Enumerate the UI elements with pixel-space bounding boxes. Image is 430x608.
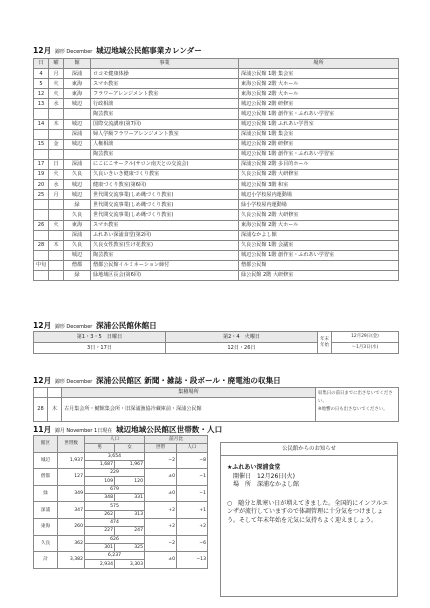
- calendar-cell-hall: 緑: [64, 200, 91, 210]
- pop-cell-female: 325: [115, 543, 145, 551]
- calendar-row: [34, 89, 399, 99]
- notice-event-place: 場 所 深浦なかよし館: [233, 481, 300, 488]
- pop-cell-male: 348: [85, 494, 115, 502]
- calendar-row: [34, 99, 399, 109]
- pop-cell-area: 東海: [34, 518, 58, 535]
- calendar-cell-place: 城辺公民館 1階 創作室・ふれあい学習室: [239, 109, 399, 119]
- calendar-cell-day: [34, 129, 49, 139]
- population-row: [34, 485, 208, 493]
- pop-cell-prev-households: ±0: [145, 552, 177, 569]
- pop-cell-male: 262: [85, 510, 115, 518]
- calendar-cell-weekday: [49, 230, 64, 240]
- calendar-row: [34, 79, 399, 89]
- col-weekday: 曜: [49, 59, 64, 69]
- pop-cell-area: 久良: [34, 535, 58, 552]
- calendar-cell-weekday: 火: [49, 170, 64, 180]
- calendar-cell-hall: 久良: [64, 210, 91, 220]
- calendar-cell-event: 緑地域区長会(第6回): [91, 270, 239, 280]
- calendar-cell-hall: 久良: [64, 170, 91, 180]
- calendar-cell-day: 13: [34, 99, 49, 109]
- calendar-cell-day: 28: [34, 240, 49, 250]
- pop-cell-female: 313: [115, 510, 145, 518]
- closed-side-label: 年末年始: [318, 332, 332, 354]
- population-row: [34, 502, 208, 510]
- pop-col-households: 世帯数: [58, 436, 85, 453]
- pop-col-male: 男: [85, 444, 115, 452]
- pop-cell-prev-people: +1: [177, 502, 208, 519]
- trash-header: 集積場所: [62, 388, 316, 398]
- calendar-row: [34, 200, 399, 210]
- pop-cell-total: 626: [85, 535, 145, 543]
- closed-header-2: 第2・4 火曜日: [166, 332, 318, 343]
- col-event: 事業: [91, 59, 239, 69]
- pop-cell-total: 575: [85, 502, 145, 510]
- pop-col-prev-people: 人口: [177, 444, 208, 452]
- pop-cell-households: 127: [58, 469, 85, 486]
- calendar-cell-hall: 城辺: [64, 180, 91, 190]
- pop-cell-prev-people: −8: [177, 452, 208, 469]
- calendar-row: [34, 69, 399, 79]
- pop-cell-area: 深浦: [34, 502, 58, 519]
- calendar-cell-place: 深浦公民館 1階 集会室: [239, 69, 399, 79]
- pop-cell-prev-households: +2: [145, 502, 177, 519]
- calendar-cell-day: 中旬: [34, 260, 49, 270]
- calendar-cell-weekday: [49, 210, 64, 220]
- calendar-cell-weekday: 水: [49, 99, 64, 109]
- calendar-cell-day: [34, 270, 49, 280]
- calendar-cell-weekday: [49, 129, 64, 139]
- calendar-cell-event: 世代間交流事業(しめ縄づくり教室): [91, 210, 239, 220]
- calendar-cell-weekday: [49, 149, 64, 159]
- closed-title: 12月 錦形 December 深浦公民館休館日: [33, 321, 157, 330]
- pop-cell-area: 計: [34, 552, 58, 569]
- calendar-cell-event: にこにこサークル(サロン南天との交流会): [91, 159, 239, 169]
- calendar-cell-event: 陶芸教室: [91, 250, 239, 260]
- calendar-cell-day: 20: [34, 180, 49, 190]
- notice-body: [221, 456, 397, 525]
- calendar-cell-hall: 東海: [64, 79, 91, 89]
- closed-period-to: 〜1月3日(水): [332, 343, 399, 354]
- calendar-cell-event: 国際交流講座(第7回): [91, 119, 239, 129]
- calendar-cell-hall: 城辺: [64, 250, 91, 260]
- calendar-row: [34, 230, 399, 240]
- calendar-cell-weekday: [49, 270, 64, 280]
- pop-cell-households: 362: [58, 535, 85, 552]
- calendar-cell-hall: 城辺: [64, 99, 91, 109]
- pop-cell-prev-people: −6: [177, 535, 208, 552]
- closed-header-1: 第1・3・5 日曜日: [34, 332, 166, 343]
- calendar-row: [34, 119, 399, 129]
- pop-col-prev-households: 世帯: [145, 444, 177, 452]
- population-row: [34, 535, 208, 543]
- calendar-cell-hall: [64, 109, 91, 119]
- calendar-cell-place: 久良公民館 2階 大研修室: [239, 210, 399, 220]
- trash-table: [33, 387, 399, 422]
- pop-cell-prev-households: ±0: [145, 485, 177, 502]
- calendar-cell-weekday: [49, 109, 64, 119]
- calendar-cell-hall: 僧都: [64, 260, 91, 270]
- pop-cell-total: 229: [85, 469, 145, 477]
- calendar-cell-day: 14: [34, 119, 49, 129]
- trash-day: 28: [34, 398, 48, 422]
- calendar-cell-event: ロコモ健康体操: [91, 69, 239, 79]
- calendar-cell-day: 4: [34, 69, 49, 79]
- calendar-cell-weekday: 木: [49, 240, 64, 250]
- closed-value-2: 12日・26日: [166, 343, 318, 354]
- pop-cell-prev-people: +2: [177, 518, 208, 535]
- col-place: 場所: [239, 59, 399, 69]
- pop-cell-prev-households: +2: [145, 518, 177, 535]
- calendar-cell-hall: 城辺: [64, 119, 91, 129]
- calendar-cell-weekday: 火: [49, 79, 64, 89]
- calendar-cell-event: 世代間交流事業(しめ縄づくり教室): [91, 190, 239, 200]
- calendar-cell-day: [34, 230, 49, 240]
- pop-cell-households: 347: [58, 502, 85, 519]
- calendar-cell-place: 深浦公民館 2階 多目的ホール: [239, 159, 399, 169]
- calendar-row: [34, 159, 399, 169]
- pop-cell-total: 6,237: [85, 552, 145, 560]
- calendar-cell-weekday: 火: [49, 89, 64, 99]
- pop-cell-households: 260: [58, 518, 85, 535]
- calendar-row: [34, 180, 399, 190]
- calendar-cell-hall: 深浦: [64, 159, 91, 169]
- calendar-cell-place: 東海公民館 2階 大ホール: [239, 79, 399, 89]
- pop-cell-households: 349: [58, 485, 85, 502]
- calendar-cell-weekday: 水: [49, 180, 64, 190]
- calendar-cell-hall: 東海: [64, 220, 91, 230]
- calendar-cell-place: 緑公民館 2階 大研修室: [239, 270, 399, 280]
- pop-cell-prev-households: ±0: [145, 469, 177, 486]
- calendar-cell-hall: 緑: [64, 270, 91, 280]
- population-row: [34, 469, 208, 477]
- calendar-cell-hall: 久良: [64, 240, 91, 250]
- calendar-cell-day: 26: [34, 220, 49, 230]
- calendar-title: 12月 錦形 December 城辺地域公民館事業カレンダー: [33, 46, 202, 55]
- calendar-cell-weekday: 月: [49, 190, 64, 200]
- calendar-cell-weekday: 月: [49, 69, 64, 79]
- pop-cell-total: 679: [85, 485, 145, 493]
- calendar-cell-day: [34, 200, 49, 210]
- calendar-row: [34, 240, 399, 250]
- population-table: [33, 435, 208, 569]
- calendar-cell-place: 久良公民館 1階 会議室: [239, 240, 399, 250]
- trash-places: 古月集会所・鯖館集会所・旧深浦漁協冷蔵庫前・深浦公民館: [62, 398, 316, 422]
- calendar-cell-day: 5: [34, 79, 49, 89]
- trash-note: 収集日の前日までに出さないでください。 ※地響の日も出さないでください。: [316, 388, 399, 422]
- calendar-cell-day: [34, 149, 49, 159]
- calendar-cell-event: ふれあい深浦食堂(第2回): [91, 230, 239, 240]
- calendar-cell-day: [34, 109, 49, 119]
- trash-weekday: 木: [48, 398, 62, 422]
- population-title: 11月 錦月 November 1日現在 城辺地域公民館区世帯数・人口: [33, 425, 223, 434]
- pop-cell-prev-people: −1: [177, 485, 208, 502]
- pop-col-area: 館区: [34, 436, 58, 453]
- pop-cell-prev-households: −2: [145, 452, 177, 469]
- calendar-cell-place: 東海公民館 2階 大ホール: [239, 89, 399, 99]
- pop-cell-total: 474: [85, 518, 145, 526]
- calendar-cell-event: スマホ教室: [91, 220, 239, 230]
- pop-cell-area: 僧都: [34, 469, 58, 486]
- calendar-cell-event: 行政相談: [91, 99, 239, 109]
- calendar-row: [34, 129, 399, 139]
- notice-box: [220, 442, 398, 597]
- calendar-cell-event: 人権相談: [91, 139, 239, 149]
- pop-cell-female: 331: [115, 494, 145, 502]
- calendar-cell-event: フラワーアレンジメント教室: [91, 89, 239, 99]
- calendar-cell-event: 陶芸教室: [91, 109, 239, 119]
- calendar-cell-place: 久良公民館 2階 大研修室: [239, 170, 399, 180]
- calendar-cell-event: スマホ教室: [91, 79, 239, 89]
- calendar-row: [34, 270, 399, 280]
- pop-cell-female: 120: [115, 477, 145, 485]
- pop-col-female: 女: [115, 444, 145, 452]
- calendar-cell-day: 25: [34, 190, 49, 200]
- calendar-row: [34, 190, 399, 200]
- calendar-row: [34, 260, 399, 270]
- calendar-cell-place: 城辺公民館 2階 研修室: [239, 139, 399, 149]
- calendar-cell-day: 15: [34, 139, 49, 149]
- calendar-cell-event: 僧都公民館イルミネーション締付: [91, 260, 239, 270]
- calendar-cell-hall: 深浦: [64, 230, 91, 240]
- calendar-cell-hall: 城辺: [64, 139, 91, 149]
- pop-cell-prev-households: −2: [145, 535, 177, 552]
- calendar-row: [34, 220, 399, 230]
- pop-cell-prev-people: −1: [177, 469, 208, 486]
- calendar-cell-weekday: [49, 260, 64, 270]
- pop-cell-male: 227: [85, 527, 115, 535]
- pop-cell-male: 1,687: [85, 460, 115, 468]
- pop-col-prev: 前月比: [145, 436, 208, 444]
- calendar-cell-event: 婦人学級フラワーアレンジメント教室: [91, 129, 239, 139]
- calendar-header-row: [34, 59, 399, 69]
- notice-event-title: ★ふれあい深浦食堂: [227, 464, 281, 471]
- calendar-row: [34, 109, 399, 119]
- pop-cell-male: 109: [85, 477, 115, 485]
- col-day: 日: [34, 59, 49, 69]
- calendar-cell-weekday: [49, 200, 64, 210]
- pop-cell-area: 城辺: [34, 452, 58, 469]
- pop-cell-households: 3,382: [58, 552, 85, 569]
- closed-period-from: 12月29日(金): [332, 332, 399, 343]
- calendar-cell-day: [34, 210, 49, 220]
- pop-cell-households: 1,937: [58, 452, 85, 469]
- calendar-cell-hall: 城辺: [64, 190, 91, 200]
- notice-heading: 公民館からのお知らせ: [221, 443, 397, 456]
- calendar-cell-hall: [64, 149, 91, 159]
- calendar-cell-place: 城辺公民館 1階 ふれあい学習室: [239, 119, 399, 129]
- calendar-cell-place: 城辺小学校屋内運動場: [239, 190, 399, 200]
- pop-cell-area: 緑: [34, 485, 58, 502]
- population-row: [34, 452, 208, 460]
- closed-value-1: 3日・17日: [34, 343, 166, 354]
- calendar-cell-place: 僧都公民館: [239, 260, 399, 270]
- calendar-cell-place: 緑小学校屋内運動場: [239, 200, 399, 210]
- calendar-cell-weekday: 木: [49, 119, 64, 129]
- calendar-cell-event: 久良女性教室(生け花教室): [91, 240, 239, 250]
- pop-col-people: 人口: [85, 436, 145, 444]
- pop-cell-male: 2,934: [85, 560, 115, 568]
- notice-event-date: 開催日 12月26日(火): [233, 472, 295, 480]
- calendar-cell-event: 健康づくり教室(第6回): [91, 180, 239, 190]
- calendar-cell-weekday: [49, 250, 64, 260]
- calendar-cell-place: 深浦なかよし館: [239, 230, 399, 240]
- calendar-cell-day: 19: [34, 170, 49, 180]
- calendar-cell-event: 世代間交流事業(しめ縄づくり教室): [91, 200, 239, 210]
- calendar-row: [34, 149, 399, 159]
- calendar-cell-hall: 深浦: [64, 69, 91, 79]
- calendar-cell-weekday: 日: [49, 159, 64, 169]
- calendar-row: [34, 139, 399, 149]
- calendar-cell-day: 12: [34, 89, 49, 99]
- calendar-cell-place: 深浦公民館 1階 集会室: [239, 129, 399, 139]
- calendar-cell-event: 陶芸教室: [91, 149, 239, 159]
- calendar-row: [34, 250, 399, 260]
- calendar-cell-place: 城辺公民館 2階 研修室: [239, 99, 399, 109]
- pop-cell-total: 3,654: [85, 452, 145, 460]
- pop-cell-prev-people: −13: [177, 552, 208, 569]
- calendar-cell-weekday: 火: [49, 220, 64, 230]
- calendar-table: [33, 58, 399, 281]
- calendar-cell-day: [34, 250, 49, 260]
- calendar-cell-event: 久良いきいき健康づくり教室: [91, 170, 239, 180]
- notice-message: ○ 随分と肌寒い日が増えてきました。全国的にインフルエンザが流行していますので体調管理に十分気をつけましょう。そして年末年始を元気に気持ちよく迎えましょう。: [227, 499, 388, 524]
- pop-cell-male: 301: [85, 543, 115, 551]
- population-row: [34, 518, 208, 526]
- calendar-cell-hall: 深浦: [64, 129, 91, 139]
- calendar-row: [34, 170, 399, 180]
- pop-cell-female: 3,303: [115, 560, 145, 568]
- calendar-row: [34, 210, 399, 220]
- col-hall: 館: [64, 59, 91, 69]
- pop-cell-female: 1,967: [115, 460, 145, 468]
- calendar-cell-day: 17: [34, 159, 49, 169]
- calendar-cell-place: 城辺公民館 1階 創作室・ふれあい学習室: [239, 250, 399, 260]
- population-row: [34, 552, 208, 560]
- closed-days-table: [33, 331, 399, 354]
- trash-title: 12月 錦形 December 深浦公民館区 新聞・雑誌・段ボール・廃電池の収集日: [33, 376, 281, 385]
- calendar-cell-place: 城辺公民館 3階 和室: [239, 180, 399, 190]
- calendar-cell-weekday: 金: [49, 139, 64, 149]
- calendar-cell-place: 東海公民館 2階 大ホール: [239, 220, 399, 230]
- calendar-cell-hall: 東海: [64, 89, 91, 99]
- pop-cell-female: 247: [115, 527, 145, 535]
- calendar-cell-place: 城辺公民館 1階 創作室・ふれあい学習室: [239, 149, 399, 159]
